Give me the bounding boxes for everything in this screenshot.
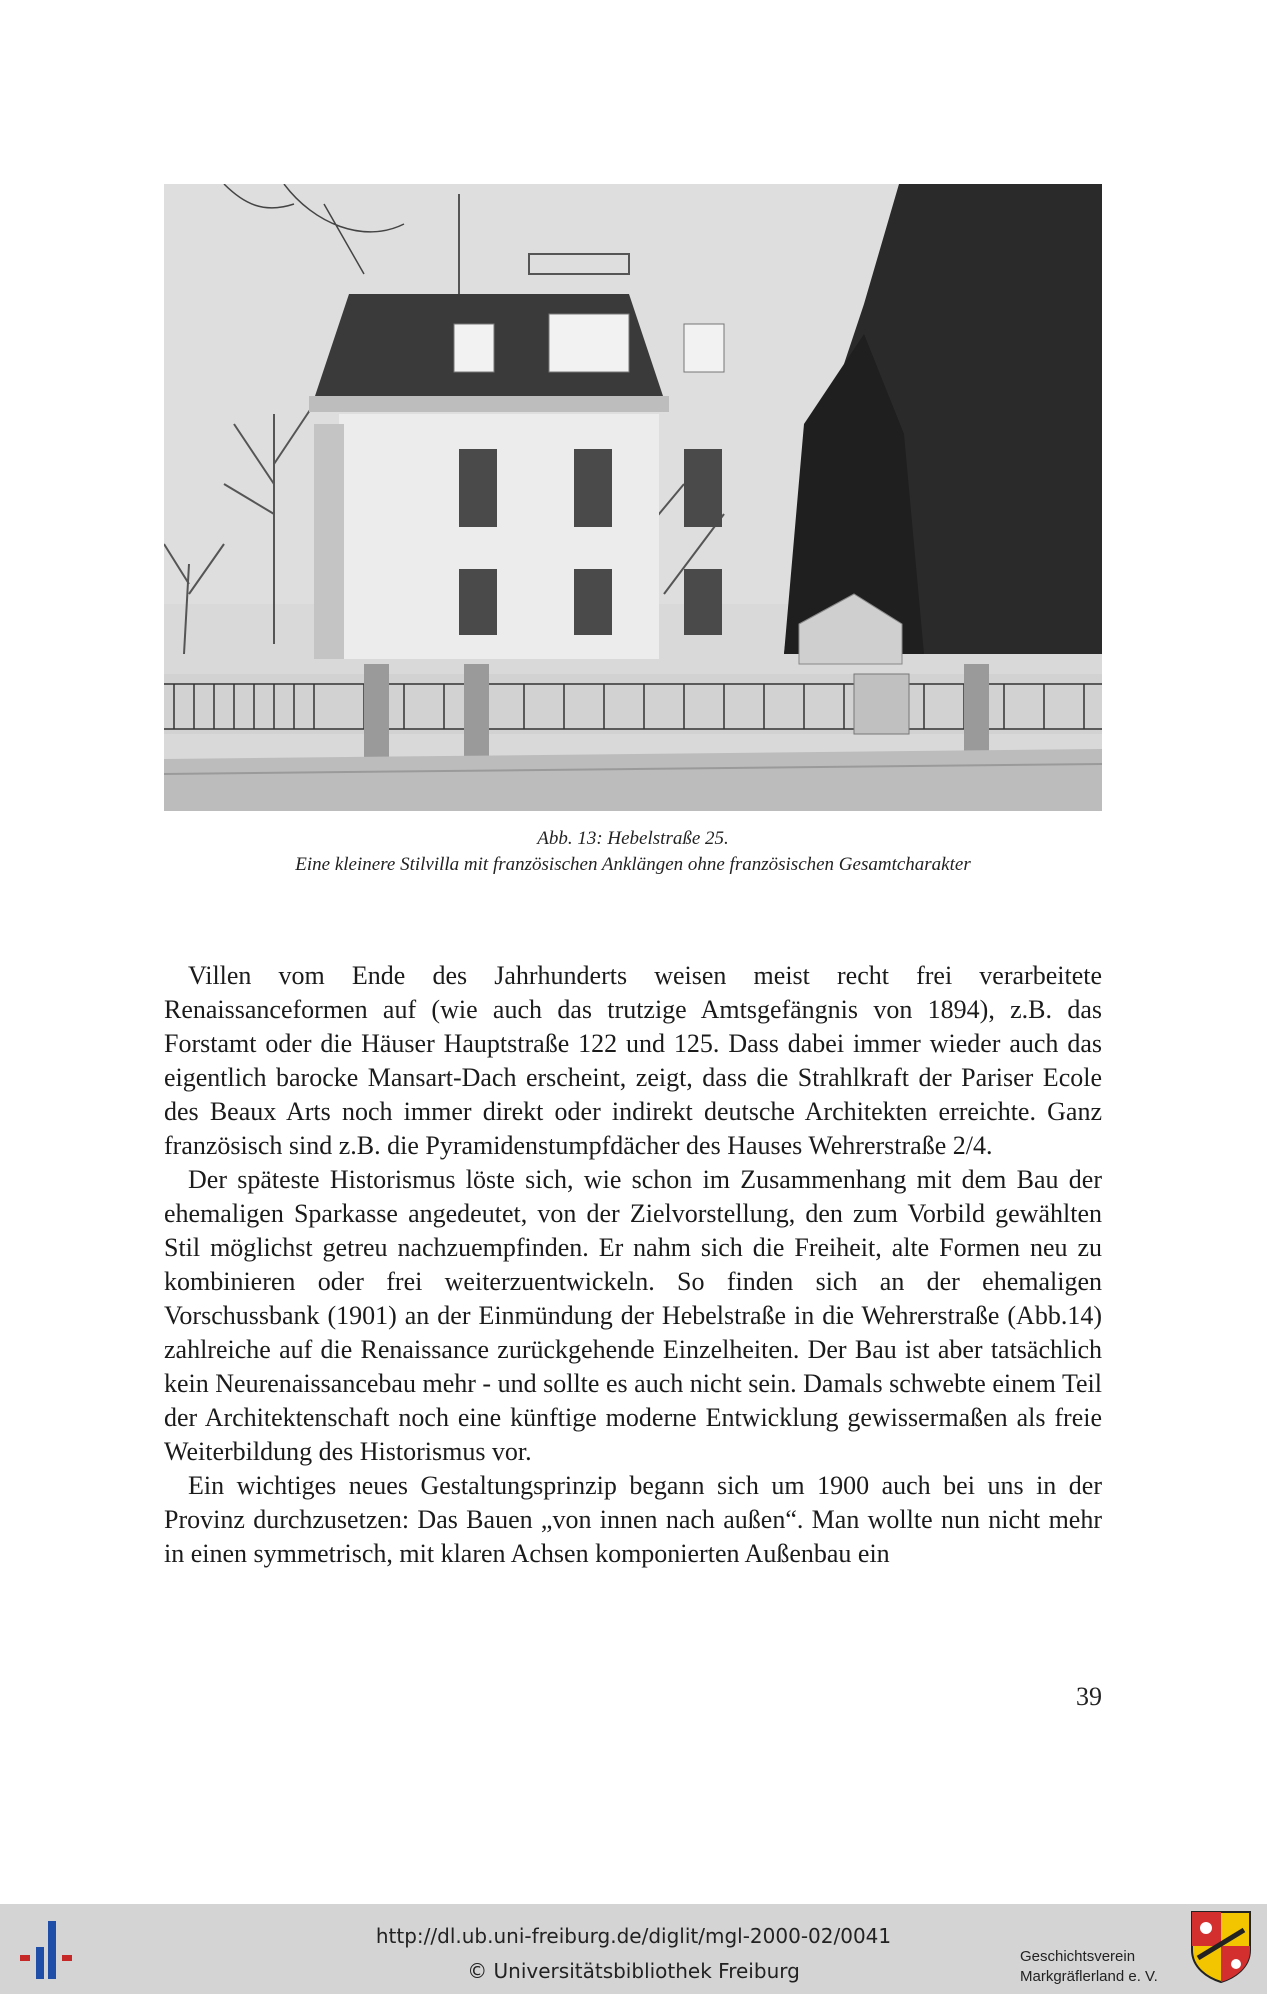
villa-photograph [164, 184, 1102, 811]
document-url-link[interactable]: http://dl.ub.uni-freiburg.de/diglit/mgl-2000-02/0041 [375, 1924, 892, 1948]
caption-line-2: Eine kleinere Stilvilla mit französischen Anklängen ohne französischen Gesamtcharakter [295, 854, 971, 875]
paragraph: Der späteste Historismus löste sich, wie schon im Zusammenhang mit dem Bau der ehemaligen Sparkasse angedeutet, von der Zielvorstellung, den zum Vorbild gewählten Stil möglichst getreu nachzuempfinden. Er nahm sich die Freiheit, alte Formen neu zu kombinieren oder frei weiterzuentwickeln. So finden sich an der ehemaligen Vorschussbank (1901) an der Einmündung der Hebelstraße in die Wehrerstraße (Abb.14) zahlreiche auf die Renaissance zurückgehende Einzelheiten. Der Bau ist aber tatsächlich kein Neurenaissancebau mehr - und sollte es auch nicht sein. Damals schwebte einem Teil der Architektenschaft noch eine künftige moderne Entwicklung gewissermaßen als freie Weiterbildung des Historismus vor. [164, 1165, 1102, 1466]
caption-line-1: Abb. 13: Hebelstraße 25. [537, 828, 729, 849]
figure-caption [164, 826, 1102, 878]
coat-of-arms-icon [1190, 1910, 1252, 1989]
society-name [1020, 1947, 1180, 1987]
page-number: 39 [1076, 1682, 1102, 1711]
society-line-1: Geschichtsverein [1020, 1948, 1136, 1965]
paragraph: Villen vom Ende des Jahrhunderts weisen meist recht frei verarbeitete Renaissanceformen auf (wie auch das trutzige Amtsgefängnis von 1894), z.B. das Forstamt oder die Häuser Hauptstraße 122 und 125. Dass dabei immer wieder auch das eigentlich barocke Mansart-Dach erscheint, zeigt, dass die Strahlkraft der Pariser Ecole des Beaux Arts noch immer direkt oder indirekt deutsche Architekten erreichte. Ganz französisch sind z.B. die Pyramidenstumpfdächer des Hauses Wehrerstraße 2/4. [164, 961, 1102, 1160]
society-line-2: Markgräflerland e. V. [1020, 1968, 1158, 1985]
copyright-notice: © Universitätsbibliothek Freiburg [467, 1959, 800, 1983]
paragraph: Ein wichtiges neues Gestaltungsprinzip begann sich um 1900 auch bei uns in der Provinz durchzusetzen: Das Bauen „von innen nach außen“. Man wollte nun nicht mehr in einen symmetrisch, mit klaren Achsen komponierten Außenbau ein [164, 1471, 1102, 1568]
body-text [164, 959, 1102, 1571]
